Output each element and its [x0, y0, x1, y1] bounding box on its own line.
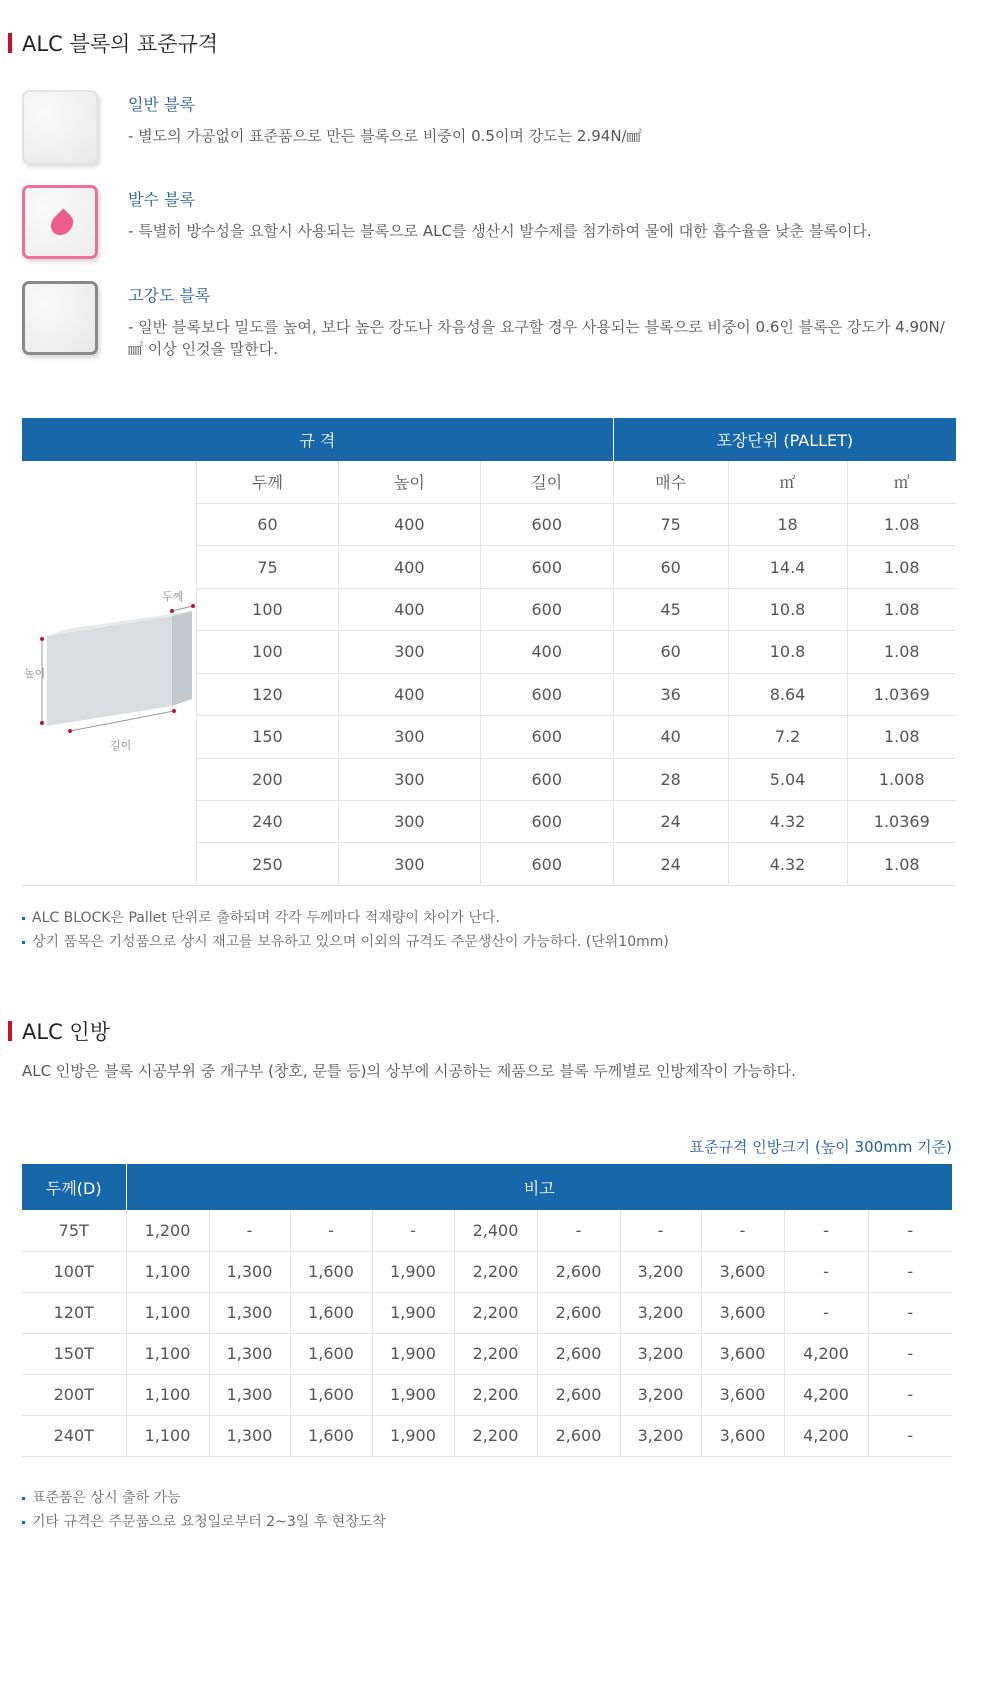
- table-cell: 1,100: [126, 1374, 209, 1415]
- table-cell: 1,100: [126, 1251, 209, 1292]
- table-cell: 240: [197, 801, 339, 843]
- table-cell: 1,600: [290, 1415, 372, 1456]
- column-header: 두께: [197, 461, 339, 503]
- table-cell: 1.0369: [847, 673, 956, 715]
- table-cell: 1,600: [290, 1292, 372, 1333]
- column-header: 매수: [613, 461, 728, 503]
- diagram-label-height: 높이: [24, 667, 46, 680]
- table-cell: 150: [197, 716, 339, 758]
- table-cell: 18: [728, 503, 847, 545]
- table-cell: 2,200: [454, 1415, 537, 1456]
- table-cell: 36: [613, 673, 728, 715]
- table-cell: -: [537, 1210, 620, 1251]
- table-cell: 4.32: [728, 843, 847, 886]
- table-row: [22, 1415, 952, 1456]
- table-cell: -: [290, 1210, 372, 1251]
- table-cell: 300: [338, 801, 480, 843]
- table-cell: 250: [197, 843, 339, 886]
- table-cell: 24: [613, 843, 728, 886]
- table-row: [22, 1251, 952, 1292]
- table-cell: 3,200: [620, 1251, 701, 1292]
- table-cell: 1.008: [847, 758, 956, 800]
- lintel-table: [22, 1164, 952, 1457]
- section-title-lintel: [8, 1016, 110, 1046]
- table-cell: 3,600: [701, 1415, 784, 1456]
- table-cell: -: [868, 1292, 952, 1333]
- table-cell: 2,600: [537, 1251, 620, 1292]
- table-cell: 2,200: [454, 1292, 537, 1333]
- table-cell: 2,600: [537, 1415, 620, 1456]
- lintel-notes: [22, 1486, 386, 1534]
- table-cell: 28: [613, 758, 728, 800]
- table-cell: 400: [338, 503, 480, 545]
- table-cell: -: [620, 1210, 701, 1251]
- table-cell: 3,600: [701, 1333, 784, 1374]
- table-cell: 24: [613, 801, 728, 843]
- bullet-icon: [22, 941, 25, 944]
- table-cell: 1,100: [126, 1333, 209, 1374]
- table-cell: 400: [338, 546, 480, 588]
- table-row: [22, 1292, 952, 1333]
- table-cell: 1,300: [209, 1251, 290, 1292]
- block-item-water: [22, 185, 952, 265]
- table-cell: 1,900: [372, 1251, 454, 1292]
- column-header: 높이: [338, 461, 480, 503]
- table-cell: 600: [480, 503, 613, 545]
- table-cell: 300: [338, 843, 480, 886]
- thickness-cell: 150T: [22, 1333, 126, 1374]
- water-drop-icon: [46, 208, 77, 239]
- table-cell: 2,200: [454, 1251, 537, 1292]
- lintel-description: ALC 인방은 블록 시공부위 중 개구부 (창호, 문틀 등)의 상부에 시공하는 제품으로 블록 두께별로 인방제작이 가능하다.: [22, 1062, 796, 1080]
- table-cell: -: [701, 1210, 784, 1251]
- table-cell: -: [868, 1415, 952, 1456]
- table-cell: 100: [197, 631, 339, 673]
- group-header-pallet: 포장단위 (PALLET): [613, 418, 956, 461]
- table-cell: 8.64: [728, 673, 847, 715]
- block-item-strong: [22, 281, 952, 361]
- table-cell: -: [868, 1210, 952, 1251]
- section-title-text: ALC 인방: [22, 1020, 110, 1044]
- title-accent-bar: [8, 1021, 12, 1041]
- spec-table: [22, 418, 956, 886]
- table-cell: 4.32: [728, 801, 847, 843]
- table-cell: 1,300: [209, 1415, 290, 1456]
- table-cell: -: [868, 1333, 952, 1374]
- bullet-icon: [22, 1497, 25, 1500]
- table-cell: 600: [480, 588, 613, 630]
- high-strength-block-icon: [22, 281, 98, 355]
- table-cell: 3,600: [701, 1292, 784, 1333]
- table-cell: 400: [338, 588, 480, 630]
- section-title-text: ALC 블록의 표준규격: [22, 32, 219, 56]
- group-header-spec: 규 격: [22, 418, 613, 461]
- block-name: 고강도 블록: [128, 286, 211, 305]
- table-cell: 1,600: [290, 1333, 372, 1374]
- block-name: 일반 블록: [128, 95, 195, 114]
- table-row: [22, 1333, 952, 1374]
- table-cell: 1,900: [372, 1415, 454, 1456]
- table-cell: 2,200: [454, 1333, 537, 1374]
- table-cell: -: [868, 1251, 952, 1292]
- table-cell: 1,900: [372, 1333, 454, 1374]
- note-item: 기타 규격은 주문품으로 요청일로부터 2~3일 후 현장도착: [22, 1510, 386, 1534]
- block-item-general: [22, 90, 952, 170]
- note-item: ALC BLOCK은 Pallet 단위로 출하되며 각각 두께마다 적재량이 차이가 난다.: [22, 906, 669, 930]
- table-cell: 45: [613, 588, 728, 630]
- table-cell: 300: [338, 631, 480, 673]
- table-cell: 1,300: [209, 1374, 290, 1415]
- title-accent-bar: [8, 33, 12, 53]
- table-cell: 1,100: [126, 1415, 209, 1456]
- table-row: [22, 1210, 952, 1251]
- block-3d-icon: [22, 461, 196, 881]
- table-cell: 4,200: [784, 1415, 868, 1456]
- table-cell: 600: [480, 801, 613, 843]
- general-block-icon: [22, 90, 98, 164]
- table-cell: 1,900: [372, 1292, 454, 1333]
- table-cell: 1.08: [847, 716, 956, 758]
- column-header: ㎡: [728, 461, 847, 503]
- header-remarks: 비고: [126, 1164, 952, 1210]
- block-desc: - 특별히 방수성을 요할시 사용되는 블록으로 ALC를 생산시 발수제를 첨가하여 물에 대한 흡수율을 낮춘 블록이다.: [128, 222, 872, 240]
- thickness-cell: 120T: [22, 1292, 126, 1333]
- table-cell: 1,200: [126, 1210, 209, 1251]
- table-cell: 3,200: [620, 1415, 701, 1456]
- table-cell: 10.8: [728, 588, 847, 630]
- bullet-icon: [22, 1521, 25, 1524]
- table-cell: -: [372, 1210, 454, 1251]
- table-cell: 5.04: [728, 758, 847, 800]
- table-row: [22, 1374, 952, 1415]
- table-cell: 75: [613, 503, 728, 545]
- table-cell: 300: [338, 758, 480, 800]
- table-cell: 300: [338, 716, 480, 758]
- table-cell: 2,600: [537, 1333, 620, 1374]
- table-cell: 1.08: [847, 546, 956, 588]
- table-cell: 2,200: [454, 1374, 537, 1415]
- table-cell: -: [784, 1251, 868, 1292]
- block-name: 발수 블록: [128, 190, 195, 209]
- table-cell: 4,200: [784, 1333, 868, 1374]
- lintel-table-caption: 표준규격 인방크기 (높이 300mm 기준): [689, 1138, 952, 1156]
- table-cell: 3,600: [701, 1251, 784, 1292]
- table-cell: 1,600: [290, 1251, 372, 1292]
- block-desc: - 일반 블록보다 밀도를 높여, 보다 높은 강도나 차음성을 요구할 경우 사용되는 블록으로 비중이 0.6인 블록은 강도가 4.90N/㎟ 이상 인것을 말한다.: [128, 318, 945, 358]
- table-cell: 60: [613, 631, 728, 673]
- water-repellent-block-icon: [22, 185, 98, 259]
- table-cell: 3,600: [701, 1374, 784, 1415]
- table-cell: 1.08: [847, 588, 956, 630]
- table-cell: 1,600: [290, 1374, 372, 1415]
- table-cell: 1,300: [209, 1333, 290, 1374]
- table-cell: 2,400: [454, 1210, 537, 1251]
- table-cell: 3,200: [620, 1333, 701, 1374]
- table-cell: 1.08: [847, 631, 956, 673]
- header-thickness: 두께(D): [22, 1164, 126, 1210]
- thickness-cell: 75T: [22, 1210, 126, 1251]
- table-cell: -: [868, 1374, 952, 1415]
- table-cell: 60: [613, 546, 728, 588]
- table-cell: 3,200: [620, 1374, 701, 1415]
- table-cell: 7.2: [728, 716, 847, 758]
- section-title-standard: [8, 28, 218, 58]
- table-cell: 400: [338, 673, 480, 715]
- diagram-label-thickness: 두께: [162, 590, 184, 603]
- column-header: ㎥: [847, 461, 956, 503]
- table-cell: 600: [480, 843, 613, 886]
- block-dimension-diagram: [22, 461, 197, 886]
- table-cell: 600: [480, 716, 613, 758]
- column-header: 길이: [480, 461, 613, 503]
- thickness-cell: 200T: [22, 1374, 126, 1415]
- table-cell: 14.4: [728, 546, 847, 588]
- spec-notes: [22, 906, 669, 954]
- table-cell: 400: [480, 631, 613, 673]
- table-cell: -: [209, 1210, 290, 1251]
- table-cell: 2,600: [537, 1374, 620, 1415]
- table-cell: 1,300: [209, 1292, 290, 1333]
- table-cell: 1.0369: [847, 801, 956, 843]
- table-cell: 200: [197, 758, 339, 800]
- table-cell: 4,200: [784, 1374, 868, 1415]
- table-cell: 2,600: [537, 1292, 620, 1333]
- diagram-label-length: 길이: [110, 739, 132, 752]
- table-cell: 1.08: [847, 503, 956, 545]
- note-item: 상기 품목은 기성품으로 상시 재고를 보유하고 있으며 이외의 규격도 주문생산이 가능하다. (단위10mm): [22, 930, 669, 954]
- bullet-icon: [22, 917, 25, 920]
- table-cell: 600: [480, 758, 613, 800]
- table-cell: 100: [197, 588, 339, 630]
- table-cell: 120: [197, 673, 339, 715]
- note-item: 표준품은 상시 출하 가능: [22, 1486, 386, 1510]
- thickness-cell: 240T: [22, 1415, 126, 1456]
- table-cell: -: [784, 1210, 868, 1251]
- table-cell: 600: [480, 673, 613, 715]
- thickness-cell: 100T: [22, 1251, 126, 1292]
- table-cell: 60: [197, 503, 339, 545]
- table-cell: 75: [197, 546, 339, 588]
- table-cell: 3,200: [620, 1292, 701, 1333]
- table-cell: -: [784, 1292, 868, 1333]
- table-cell: 1,100: [126, 1292, 209, 1333]
- table-cell: 1.08: [847, 843, 956, 886]
- block-desc: - 별도의 가공없이 표준품으로 만든 블록으로 비중이 0.5이며 강도는 2.94N/㎟: [128, 127, 642, 145]
- table-cell: 10.8: [728, 631, 847, 673]
- table-cell: 1,900: [372, 1374, 454, 1415]
- table-cell: 600: [480, 546, 613, 588]
- table-cell: 40: [613, 716, 728, 758]
